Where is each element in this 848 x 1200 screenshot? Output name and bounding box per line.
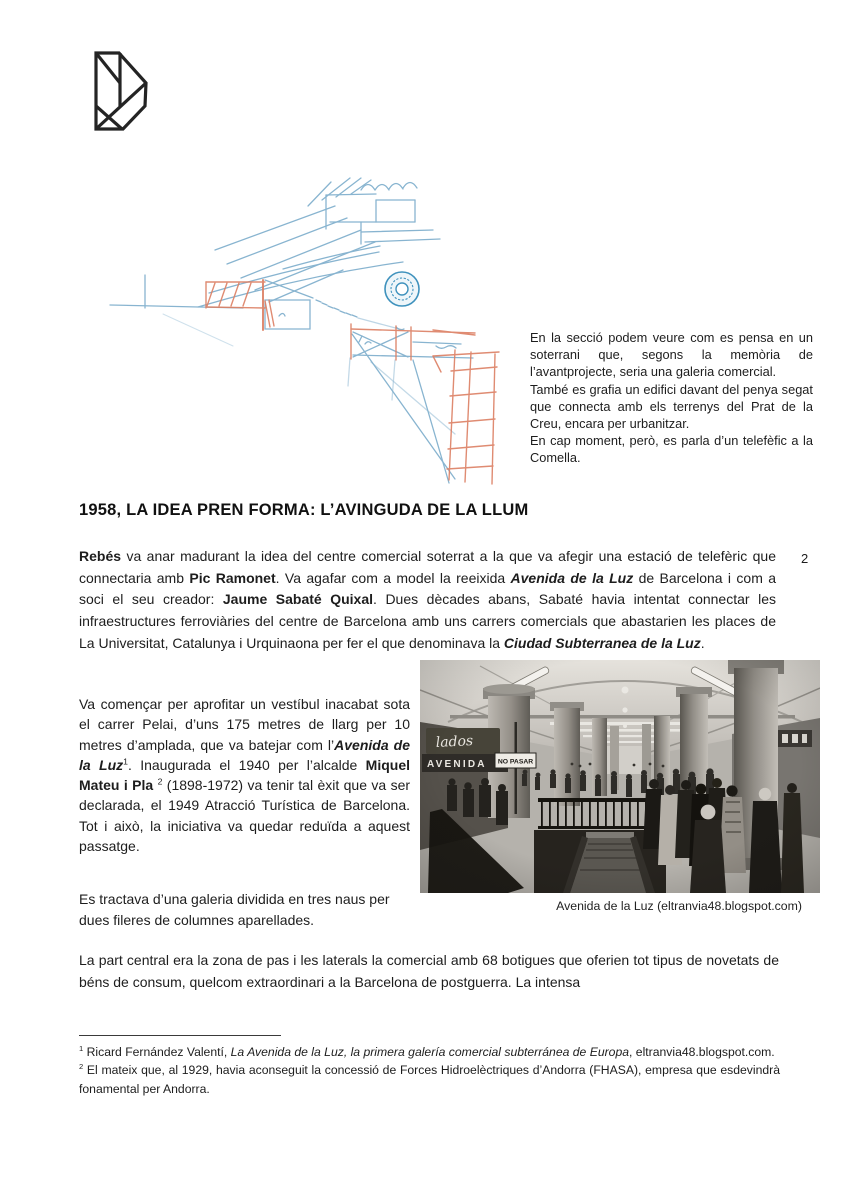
- sketch-side-note: [530, 329, 813, 467]
- body-left-column: Va començar per aprofitar un vestíbul inacabat sota el carrer Pelai, d’uns 175 metres de llarg per 10 metres d’amplada, que va batejar com l’Avenida de la Luz$^1$. Inaugurada el 1940 per l’alcalde Miquel Mateu i Pla $^2$ (1898-1972) va tenir tal èxit que va ser declarada, el 1949 Atracció Turística de Barcelona. Tot i això, la iniciativa va quedar reduïda a aquest passatge.: [79, 696, 411, 855]
- footnote-2: $^2$ El mateix que, al 1929, havia aconseguit la concessió de Forces Hidroelèctriques d’Andorra (FHASA), empresa que esdevindrà fonamental per Andorra.: [79, 1062, 780, 1096]
- circular-stamp-icon: [385, 272, 419, 306]
- section-sketch: [103, 172, 523, 490]
- page-number: 2: [801, 551, 809, 566]
- footnotes: [79, 1043, 780, 1098]
- body-paragraph-3: La part central era la zona de pas i les laterals la comercial amb 68 botigues que oferien tot tipus de novetats de béns de consum, quelcom extraordinari a la Barcelona de postguerra. La intensa: [79, 952, 779, 990]
- body-paragraph-2: Es tractava d’una galeria dividida en tres naus per dues fileres de columnes aparellades.: [79, 891, 390, 928]
- photo-caption: Avenida de la Luz (eltranvia48.blogspot.com): [556, 899, 802, 913]
- avenida-photo: [420, 660, 820, 893]
- section-heading: 1958, LA IDEA PREN FORMA: L’AVINGUDA DE LA LLUM: [79, 501, 529, 519]
- side-note-paragraph: En la secció podem veure com es pensa en un soterrani que, segons la memòria de l’avantprojecte, seria una galeria comercial.: [530, 330, 813, 380]
- publisher-logo: [93, 50, 154, 133]
- geometric-d-emblem-icon: [93, 50, 154, 133]
- body-paragraph-1: Rebés va anar madurant la idea del centre comercial soterrat a la que va afegir una estació de telefèric que connectaria amb Pic Ramonet. Va agafar com a model la reeixida Avenida de la Luz de Barcelona i com a soci el seu creador: Jaume Sabaté Quixal. Dues dècades abans, Sabaté havia intentat connectar les infraestructures ferroviàries del centre de Barcelona amb uns carrers comercials que abastarien les places de La Universitat, Catalunya i Urquinaona per fer el que denominava la Ciudad Subterranea de la Luz.: [79, 548, 777, 651]
- footnote-separator: [79, 1035, 281, 1036]
- side-note-paragraph: També es grafia un edifici davant del penya segat que connecta amb els terrenys del Prat de la Creu, encara per urbanitzar.: [530, 381, 813, 432]
- footnote-1: $^1$ Ricard Fernández Valentí, La Avenida de la Luz, la primera galería comercial subterránea de Europa, eltranvia48.blogspot.com.: [79, 1043, 775, 1059]
- sketch-red-lines: [206, 280, 499, 484]
- side-note-paragraph: En cap moment, però, es parla d’un telefèfic a la Comella.: [530, 433, 813, 466]
